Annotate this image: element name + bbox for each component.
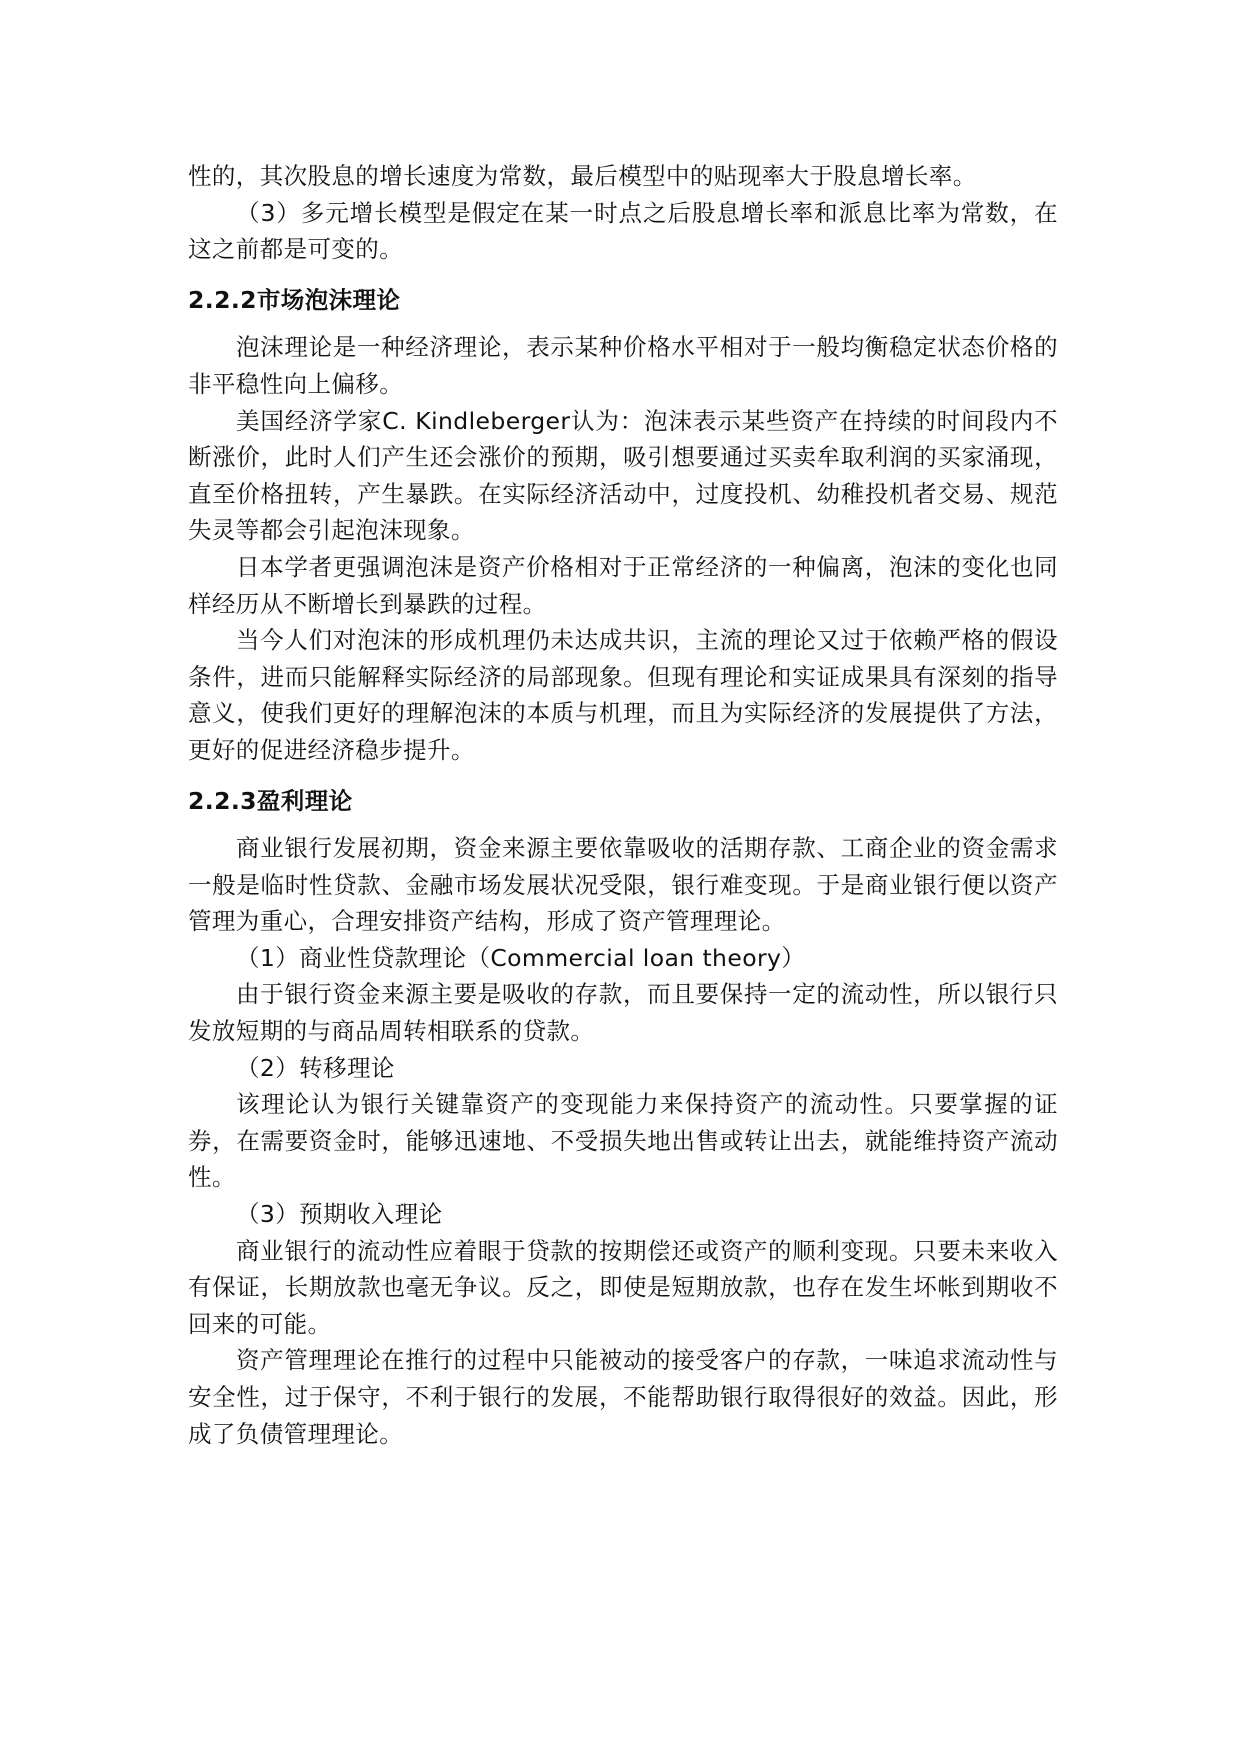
- paragraph: 商业银行发展初期，资金来源主要依靠吸收的活期存款、工商企业的资金需求一般是临时性贷款、金融市场发展状况受限，银行难变现。于是商业银行便以资产管理为重心，合理安排资产结构，形成了资产管理理论。: [188, 834, 1058, 936]
- paragraph: 资产管理理论在推行的过程中只能被动的接受客户的存款，一味追求流动性与安全性，过于保守，不利于银行的发展，不能帮助银行取得很好的效益。因此，形成了负债管理理论。: [188, 1346, 1058, 1448]
- paragraph: 该理论认为银行关键靠资产的变现能力来保持资产的流动性。只要掌握的证券，在需要资金时，能够迅速地、不受损失地出售或转让出去，就能维持资产流动性。: [188, 1090, 1058, 1192]
- paragraph: 当今人们对泡沫的形成机理仍未达成共识，主流的理论又过于依赖严格的假设条件，进而只能解释实际经济的局部现象。但现有理论和实证成果具有深刻的指导意义，使我们更好的理解泡沫的本质与机理，而且为实际经济的发展提供了方法，更好的促进经济稳步提升。: [188, 626, 1058, 764]
- section-heading: 2.2.2市场泡沫理论: [188, 285, 401, 314]
- paragraph: 由于银行资金来源主要是吸收的存款，而且要保持一定的流动性，所以银行只发放短期的与商品周转相联系的贷款。: [188, 980, 1058, 1046]
- paragraph: 商业银行的流动性应着眼于贷款的按期偿还或资产的顺利变现。只要未来收入有保证，长期放款也毫无争议。反之，即使是短期放款，也存在发生坏帐到期收不回来的可能。: [188, 1236, 1058, 1338]
- document-body: [188, 158, 1058, 1452]
- list-item-heading: （2）转移理论: [236, 1053, 395, 1082]
- list-item-heading: （3）预期收入理论: [236, 1200, 443, 1229]
- section-heading: 2.2.3盈利理论: [188, 786, 353, 815]
- paragraph: 日本学者更强调泡沫是资产价格相对于正常经济的一种偏离，泡沫的变化也同样经历从不断增长到暴跌的过程。: [188, 552, 1058, 618]
- paragraph: 性的，其次股息的增长速度为常数，最后模型中的贴现率大于股息增长率。: [188, 162, 977, 190]
- paragraph: （3）多元增长模型是假定在某一时点之后股息增长率和派息比率为常数，在这之前都是可变的。: [188, 198, 1058, 264]
- list-item-heading: （1）商业性贷款理论（Commercial loan theory）: [236, 943, 806, 972]
- paragraph: 泡沫理论是一种经济理论，表示某种价格水平相对于一般均衡稳定状态价格的非平稳性向上偏移。: [188, 333, 1058, 398]
- paragraph: 美国经济学家C. Kindleberger认为：泡沫表示某些资产在持续的时间段内不断涨价，此时人们产生还会涨价的预期，吸引想要通过买卖牟取利润的买家涌现，直至价格扭转，产生暴跌。在实际经济活动中，过度投机、幼稚投机者交易、规范失灵等都会引起泡沫现象。: [188, 406, 1058, 545]
